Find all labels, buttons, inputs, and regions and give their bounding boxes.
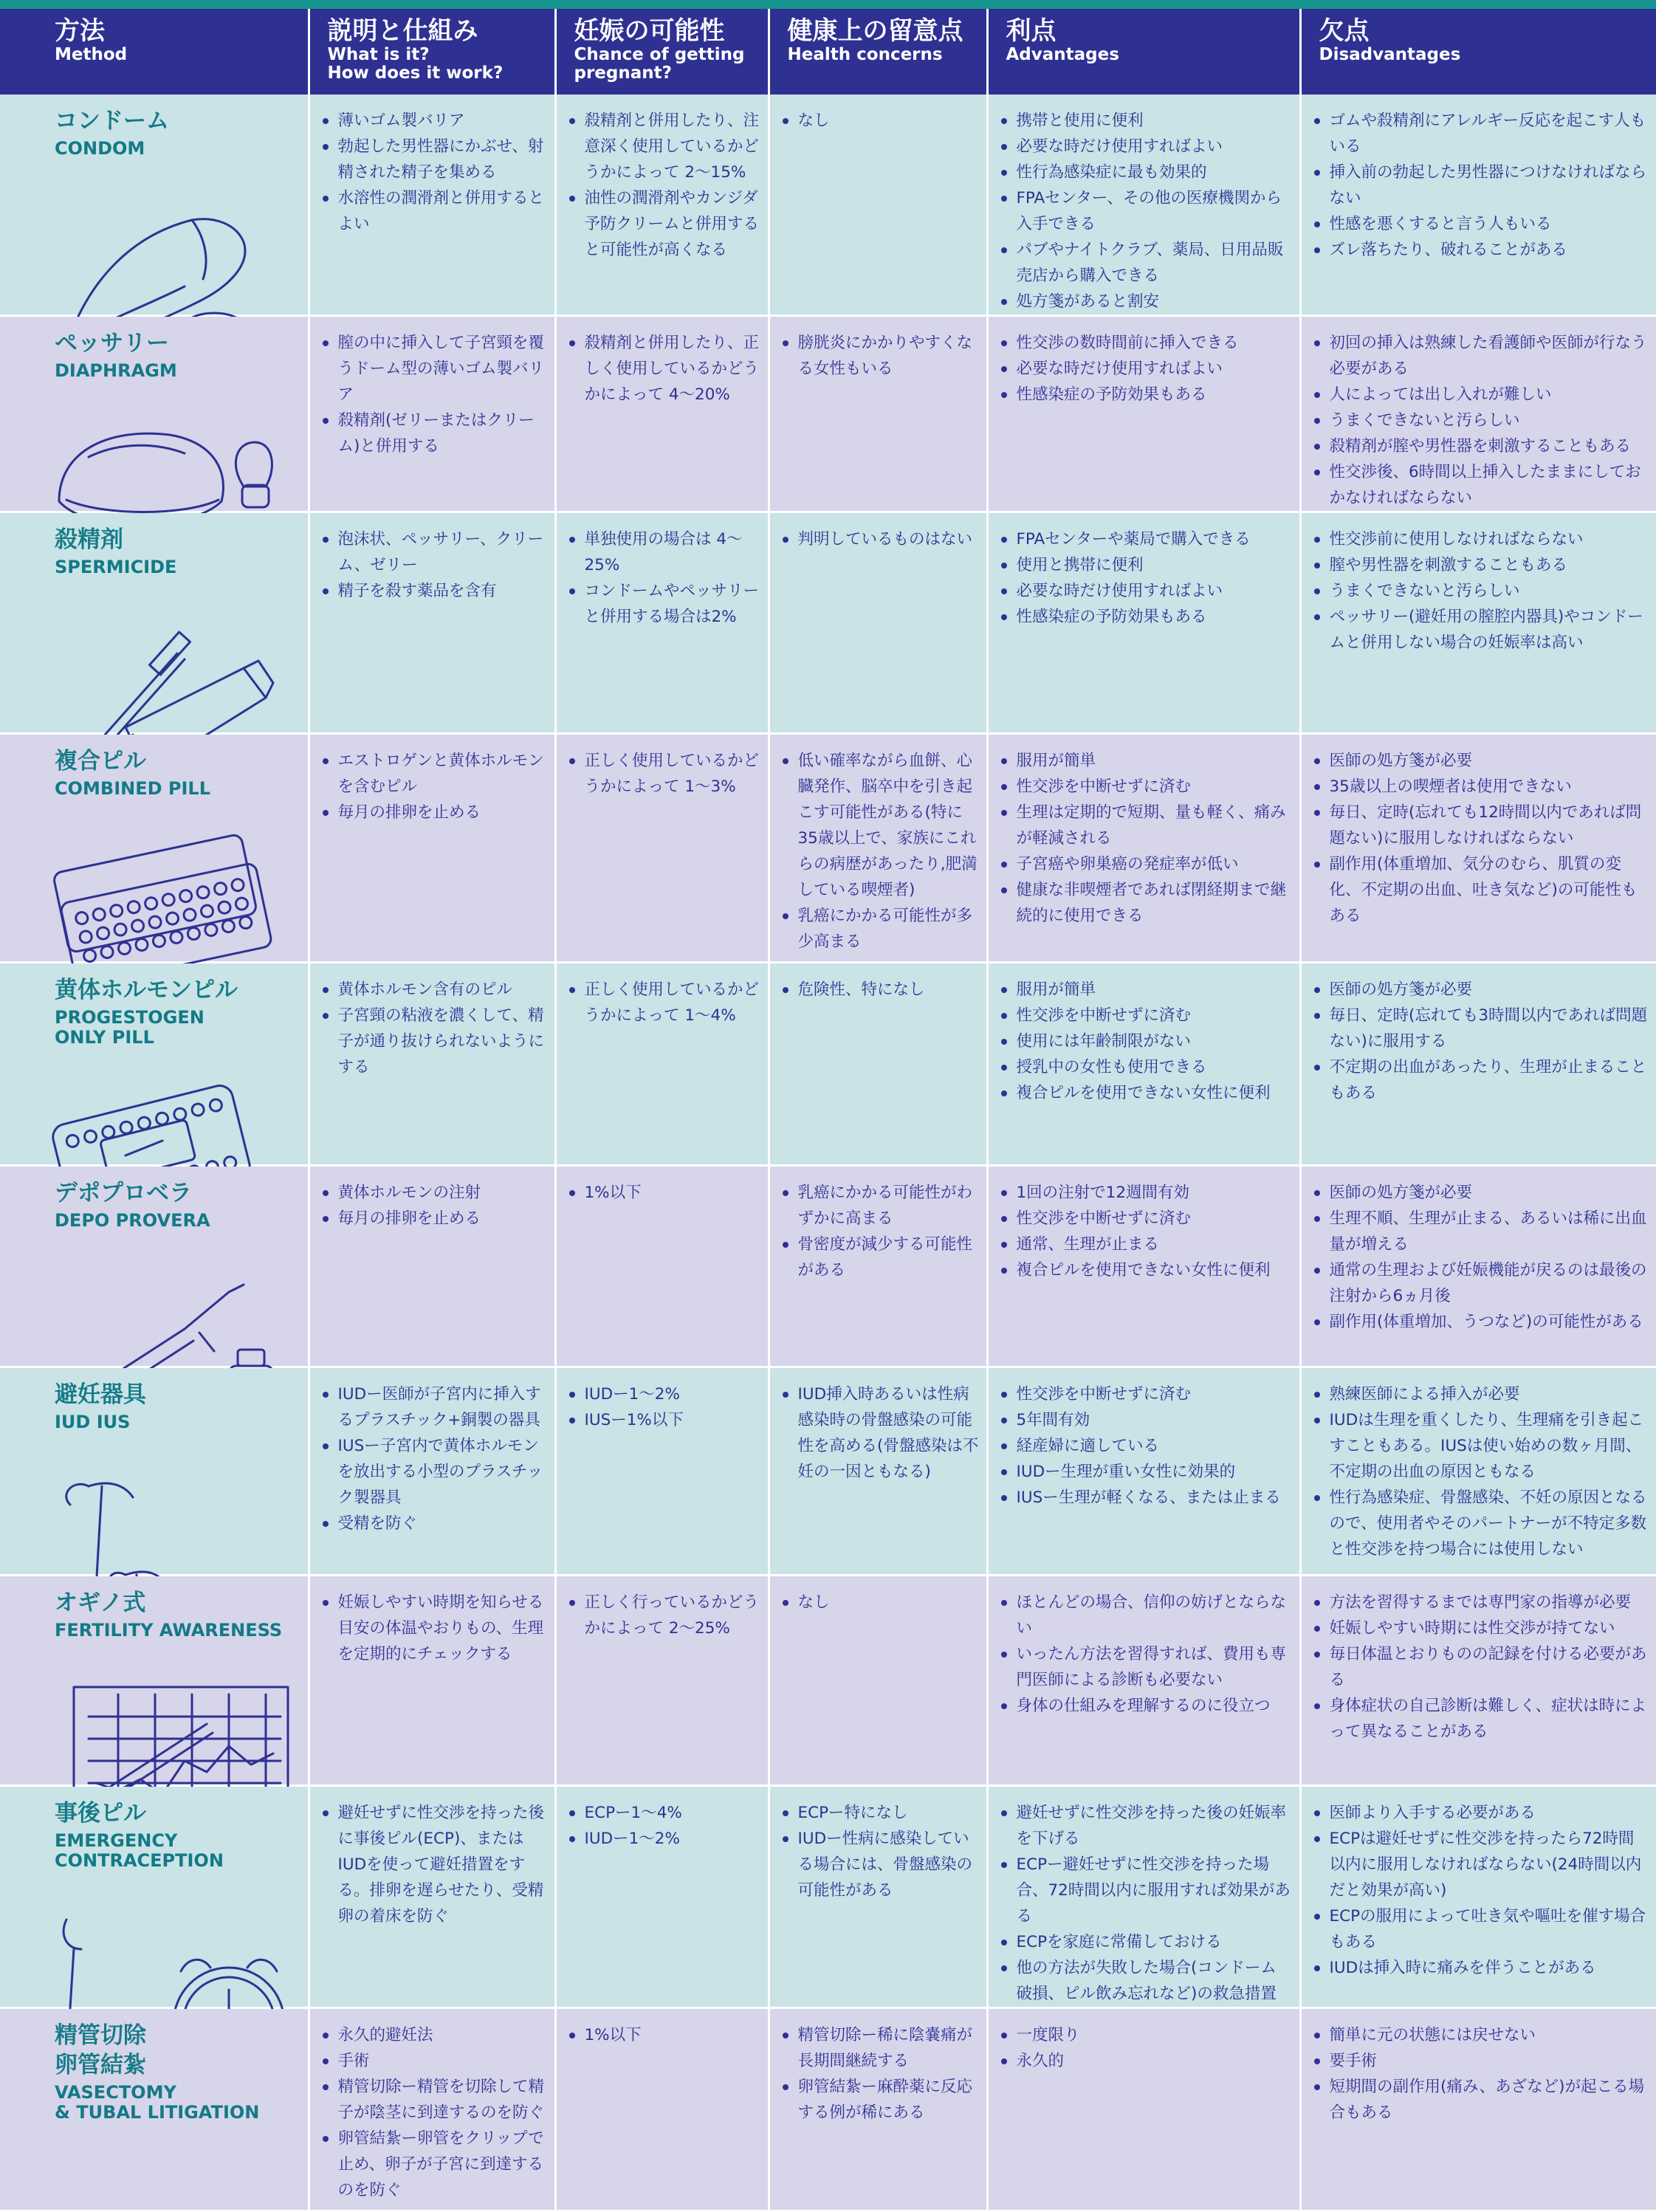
what-cell	[309, 963, 555, 1166]
list-item: 医師より入手する必要がある	[1312, 1800, 1649, 1826]
method-name-en-line: ONLY PILL	[55, 1027, 154, 1048]
advantages-list	[999, 1180, 1292, 1283]
disadvantages-list	[1312, 526, 1649, 656]
chance-list	[567, 977, 760, 1028]
disadvantages-list	[1312, 1180, 1649, 1335]
health-list	[780, 526, 979, 552]
table-row	[0, 963, 1656, 1166]
what-cell	[309, 1166, 555, 1367]
list-item: IUDー生理が重い女性に効果的	[999, 1459, 1292, 1485]
method-cell	[0, 512, 309, 734]
what-cell	[309, 1786, 555, 2008]
list-item: 35歳以上の喫煙者は使用できない	[1312, 774, 1649, 800]
table-row	[0, 2008, 1656, 2211]
method-name-en-line: DEPO PROVERA	[55, 1210, 210, 1231]
list-item: 性感染症の予防効果もある	[999, 604, 1292, 630]
list-item: 性交渉を中断せずに済む	[999, 1381, 1292, 1407]
chance-cell	[555, 1367, 769, 1576]
list-item: 膀胱炎にかかりやすくなる女性もいる	[780, 330, 979, 382]
method-name-en	[55, 779, 308, 799]
method-name-en-line: EMERGENCY	[55, 1830, 178, 1851]
list-item: 要手術	[1312, 2048, 1649, 2074]
advantages-cell	[987, 2008, 1300, 2211]
method-name-en-line: IUD IUS	[55, 1412, 131, 1432]
list-item: 性交渉を中断せずに済む	[999, 1003, 1292, 1028]
disadvantages-list	[1312, 2022, 1649, 2126]
disadvantages-cell	[1300, 1576, 1656, 1786]
disadvantages-list	[1312, 108, 1649, 263]
method-name-en	[55, 1008, 308, 1048]
what-list	[320, 1381, 547, 1536]
method-cell	[0, 1166, 309, 1367]
list-item: 妊娠しやすい時期には性交渉が持てない	[1312, 1615, 1649, 1641]
health-list	[780, 977, 979, 1003]
list-item: 医師の処方箋が必要	[1312, 977, 1649, 1003]
method-cell	[0, 316, 309, 512]
method-name-en-line: SPERMICIDE	[55, 557, 177, 577]
list-item: 不定期の出血があったり、生理が止まることもある	[1312, 1054, 1649, 1106]
list-item: ECPを家庭に常備しておける	[999, 1929, 1292, 1955]
list-item: 殺精剤が膣や男性器を刺激することもある	[1312, 433, 1649, 459]
list-item: ECPは避妊せずに性交渉を持ったら72時間以内に服用しなければならない(24時間以内だと効果が高い)	[1312, 1826, 1649, 1903]
table-row	[0, 95, 1656, 316]
health-cell	[769, 95, 987, 316]
list-item: IUSー子宮内で黄体ホルモンを放出する小型のプラスチック製器具	[320, 1433, 547, 1511]
method-name-ja: 殺精剤	[55, 526, 123, 553]
health-list	[780, 108, 979, 134]
list-item: 手術	[320, 2048, 547, 2074]
table-row	[0, 1786, 1656, 2008]
list-item: 判明しているものはない	[780, 526, 979, 552]
list-item: 使用と携帯に便利	[999, 552, 1292, 578]
list-item: 永久的	[999, 2048, 1292, 2074]
list-item: 身体の仕組みを理解するのに役立つ	[999, 1693, 1292, 1719]
list-item: 必要な時だけ使用すればよい	[999, 578, 1292, 604]
what-list	[320, 748, 547, 825]
list-item: 殺精剤と併用したり、注意深く使用しているかどうかによって 2〜15%	[567, 108, 760, 185]
method-name-en	[55, 557, 308, 577]
list-item: 性感を悪くすると言う人もいる	[1312, 211, 1649, 237]
header-method: 方法 Method	[0, 9, 309, 95]
method-name-en-line: PROGESTOGEN	[55, 1007, 205, 1028]
list-item: 1%以下	[567, 2022, 760, 2048]
advantages-cell	[987, 95, 1300, 316]
list-item: 服用が簡単	[999, 977, 1292, 1003]
method-name-en-line: DIAPHRAGM	[55, 360, 177, 381]
method-name-en-line: & TUBAL LITIGATION	[55, 2102, 260, 2123]
list-item: 通常の生理および妊娠機能が戻るのは最後の注射から6ヵ月後	[1312, 1257, 1649, 1309]
advantages-cell	[987, 1166, 1300, 1367]
disadvantages-cell	[1300, 1166, 1656, 1367]
table-row	[0, 734, 1656, 963]
list-item: 卵管結紮ー卵管をクリップで止め、卵子が子宮に到達するのを防ぐ	[320, 2126, 547, 2203]
method-name-en-line: COMBINED PILL	[55, 778, 210, 799]
list-item: 性感染症の予防効果もある	[999, 382, 1292, 408]
list-item: ECPー特になし	[780, 1800, 979, 1826]
list-item: 毎日、定時(忘れても12時間以内であれば問題ない)に服用しなければならない	[1312, 800, 1649, 851]
method-name-en-line: FERTILITY AWARENESS	[55, 1620, 283, 1641]
what-list	[320, 1800, 547, 1929]
list-item: コンドームやペッサリーと併用する場合は2%	[567, 578, 760, 630]
chance-list	[567, 1180, 760, 1206]
health-list	[780, 2022, 979, 2126]
list-item: 毎月の排卵を止める	[320, 800, 547, 825]
list-item: いったん方法を習得すれば、費用も専門医師による診断も必要ない	[999, 1641, 1292, 1693]
list-item: 副作用(体重増加、気分のむら、肌質の変化、不定期の出血、吐き気など)の可能性もある	[1312, 851, 1649, 929]
list-item: ECPー避妊せずに性交渉を持った場合、72時間以内に服用すれば効果がある	[999, 1852, 1292, 1929]
health-list	[780, 1381, 979, 1485]
health-list	[780, 1180, 979, 1283]
chance-cell	[555, 95, 769, 316]
advantages-list	[999, 2022, 1292, 2074]
what-cell	[309, 512, 555, 734]
disadvantages-list	[1312, 1381, 1649, 1562]
list-item: 子宮癌や卵巣癌の発症率が低い	[999, 851, 1292, 877]
advantages-cell	[987, 963, 1300, 1166]
chance-list	[567, 748, 760, 800]
health-list	[780, 1800, 979, 1903]
table-row	[0, 1576, 1656, 1786]
advantages-list	[999, 1590, 1292, 1719]
list-item: 正しく行っているかどうかによって 2〜25%	[567, 1590, 760, 1641]
advantages-cell	[987, 316, 1300, 512]
table-row	[0, 512, 1656, 734]
list-item: FPAセンターや薬局で購入できる	[999, 526, 1292, 552]
health-list	[780, 748, 979, 955]
list-item: 性交渉後、6時間以上挿入したままにしておかなければならない	[1312, 459, 1649, 511]
advantages-list	[999, 1381, 1292, 1511]
list-item: 生理は定期的で短期、量も軽く、痛みが軽減される	[999, 800, 1292, 851]
list-item: ゴムや殺精剤にアレルギー反応を起こす人もいる	[1312, 108, 1649, 159]
list-item: 黄体ホルモン含有のピル	[320, 977, 547, 1003]
what-list	[320, 2022, 547, 2203]
advantages-list	[999, 330, 1292, 408]
list-item: IUDー1〜2%	[567, 1826, 760, 1852]
list-item: 単独使用の場合は 4〜25%	[567, 526, 760, 578]
list-item: 性行為感染症、骨盤感染、不妊の原因となるので、使用者やそのパートナーが不特定多数と性交渉を持つ場合には使用しない	[1312, 1485, 1649, 1562]
method-name-en	[55, 2083, 308, 2123]
method-name-en	[55, 1211, 308, 1231]
method-name-ja: 複合ピル	[55, 748, 146, 774]
list-item: 骨密度が減少する可能性がある	[780, 1232, 979, 1283]
chance-list	[567, 526, 760, 630]
method-name-en	[55, 139, 308, 159]
list-item: ECPー1〜4%	[567, 1800, 760, 1826]
list-item: 殺精剤と併用したり、正しく使用しているかどうかによって 4〜20%	[567, 330, 760, 408]
method-cell	[0, 1576, 309, 1786]
list-item: 携帯と使用に便利	[999, 108, 1292, 134]
list-item: 避妊せずに性交渉を持った後の妊娠率を下げる	[999, 1800, 1292, 1852]
chance-cell	[555, 1786, 769, 2008]
list-item: 短期間の副作用(痛み、あざなど)が起こる場合もある	[1312, 2074, 1649, 2126]
header-row	[0, 9, 1656, 95]
health-list	[780, 330, 979, 382]
chance-cell	[555, 1166, 769, 1367]
list-item: 膣の中に挿入して子宮頸を覆うドーム型の薄いゴム製バリア	[320, 330, 547, 408]
list-item: 卵管結紮ー麻酔薬に反応する例が稀にある	[780, 2074, 979, 2126]
list-item: なし	[780, 1590, 979, 1615]
what-cell	[309, 316, 555, 512]
health-cell	[769, 1367, 987, 1576]
table-row	[0, 1166, 1656, 1367]
list-item: 複合ピルを使用できない女性に便利	[999, 1080, 1292, 1106]
list-item: 簡単に元の状態には戻せない	[1312, 2022, 1649, 2048]
header-disadvantages: 欠点 Disadvantages	[1300, 9, 1656, 95]
disadvantages-cell	[1300, 1786, 1656, 2008]
contraception-table	[0, 9, 1656, 2212]
list-item: 1%以下	[567, 1180, 760, 1206]
list-item: 5年間有効	[999, 1407, 1292, 1433]
list-item: 毎月の排卵を止める	[320, 1206, 547, 1232]
what-list	[320, 977, 547, 1080]
list-item: 妊娠しやすい時期を知らせる目安の体温やおりもの、生理を定期的にチェックする	[320, 1590, 547, 1667]
health-cell	[769, 512, 987, 734]
what-cell	[309, 2008, 555, 2211]
what-cell	[309, 1367, 555, 1576]
list-item: 使用には年齢制限がない	[999, 1028, 1292, 1054]
list-item: 子宮頸の粘液を濃くして、精子が通り抜けられないようにする	[320, 1003, 547, 1080]
list-item: 勃起した男性器にかぶせ、射精された精子を集める	[320, 134, 547, 185]
list-item: 副作用(体重増加、うつなど)の可能性がある	[1312, 1309, 1649, 1335]
chance-list	[567, 2022, 760, 2048]
list-item: エストロゲンと黄体ホルモンを含むピル	[320, 748, 547, 800]
disadvantages-cell	[1300, 734, 1656, 963]
list-item: IUSー生理が軽くなる、または止まる	[999, 1485, 1292, 1511]
health-cell	[769, 316, 987, 512]
list-item: 健康な非喫煙者であれば閉経期まで継続的に使用できる	[999, 877, 1292, 929]
method-name-ja: 避妊器具	[55, 1381, 146, 1408]
list-item: 1回の注射で12週間有効	[999, 1180, 1292, 1206]
list-item: うまくできないと汚らしい	[1312, 578, 1649, 604]
chance-list	[567, 108, 760, 263]
what-list	[320, 108, 547, 237]
list-item: 授乳中の女性も使用できる	[999, 1054, 1292, 1080]
list-item: 乳癌にかかる可能性が多少高まる	[780, 903, 979, 955]
method-name-en	[55, 1831, 308, 1871]
list-item: 医師の処方箋が必要	[1312, 748, 1649, 774]
list-item: 他の方法が失敗した場合(コンドーム破損、ピル飲み忘れなど)の救急措置	[999, 1955, 1292, 2007]
health-cell	[769, 734, 987, 963]
chance-list	[567, 1590, 760, 1641]
health-cell	[769, 963, 987, 1166]
advantages-cell	[987, 512, 1300, 734]
disadvantages-cell	[1300, 2008, 1656, 2211]
list-item: パブやナイトクラブ、薬局、日用品販売店から購入できる	[999, 237, 1292, 289]
list-item: ズレ落ちたり、破れることがある	[1312, 237, 1649, 263]
what-list	[320, 526, 547, 604]
list-item: IUDは生理を重くしたり、生理痛を引き起こすこともある。IUSは使い始めの数ヶ月間、不定期の出血の原因ともなる	[1312, 1407, 1649, 1485]
chance-cell	[555, 963, 769, 1166]
disadvantages-cell	[1300, 95, 1656, 316]
advantages-cell	[987, 734, 1300, 963]
list-item: 人によっては出し入れが難しい	[1312, 382, 1649, 408]
list-item: 性交渉を中断せずに済む	[999, 774, 1292, 800]
list-item: 性交渉前に使用しなければならない	[1312, 526, 1649, 552]
advantages-cell	[987, 1367, 1300, 1576]
chance-list	[567, 330, 760, 408]
list-item: 膣や男性器を刺激することもある	[1312, 552, 1649, 578]
method-name-en	[55, 361, 308, 381]
list-item: 毎日体温とおりものの記録を付ける必要がある	[1312, 1641, 1649, 1693]
list-item: 低い確率ながら血餅、心臓発作、脳卒中を引き起こす可能性がある(特に35歳以上で、家族にこれらの病歴があったり,肥満している喫煙者)	[780, 748, 979, 903]
advantages-cell	[987, 1576, 1300, 1786]
list-item: 経産婦に適している	[999, 1433, 1292, 1459]
method-name-ja: 事後ピル	[55, 1800, 146, 1827]
what-list	[320, 1590, 547, 1667]
list-item: 薄いゴム製バリア	[320, 108, 547, 134]
list-item: IUDー1〜2%	[567, 1381, 760, 1407]
disadvantages-list	[1312, 1590, 1649, 1745]
table-row	[0, 1367, 1656, 1576]
health-list	[780, 1590, 979, 1615]
list-item: 生理不順、生理が止まる、あるいは稀に出血量が増える	[1312, 1206, 1649, 1257]
list-item: 性行為感染症に最も効果的	[999, 159, 1292, 185]
method-name-en-line: CONDOM	[55, 138, 145, 159]
method-cell	[0, 95, 309, 316]
health-cell	[769, 1576, 987, 1786]
disadvantages-list	[1312, 977, 1649, 1106]
disadvantages-list	[1312, 330, 1649, 511]
chance-cell	[555, 316, 769, 512]
chance-cell	[555, 512, 769, 734]
what-list	[320, 1180, 547, 1232]
chance-cell	[555, 2008, 769, 2211]
list-item: 泡沫状、ペッサリー、クリーム、ゼリー	[320, 526, 547, 578]
list-item: 熟練医師による挿入が必要	[1312, 1381, 1649, 1407]
list-item: 身体症状の自己診断は難しく、症状は時によって異なることがある	[1312, 1693, 1649, 1745]
health-cell	[769, 1166, 987, 1367]
list-item: 服用が簡単	[999, 748, 1292, 774]
list-item: 精管切除ー精管を切除して精子が陰茎に到達するのを防ぐ	[320, 2074, 547, 2126]
method-name-ja: 黄体ホルモンピル	[55, 977, 238, 1003]
list-item: 通常、生理が止まる	[999, 1232, 1292, 1257]
table-row	[0, 316, 1656, 512]
list-item: 初回の挿入は熟練した看護師や医師が行なう必要がある	[1312, 330, 1649, 382]
list-item: 永久的避妊法	[320, 2022, 547, 2048]
method-name-ja: コンドーム	[55, 108, 169, 134]
list-item: 必要な時だけ使用すればよい	[999, 356, 1292, 382]
chance-cell	[555, 1576, 769, 1786]
list-item: ECPの服用によって吐き気や嘔吐を催す場合もある	[1312, 1903, 1649, 1955]
list-item: なし	[780, 108, 979, 134]
list-item: 処方箋があると割安	[999, 289, 1292, 315]
advantages-list	[999, 526, 1292, 630]
list-item: 医師の処方箋が必要	[1312, 1180, 1649, 1206]
advantages-list	[999, 1800, 1292, 2007]
list-item: 乳癌にかかる可能性がわずかに高まる	[780, 1180, 979, 1232]
list-item: うまくできないと汚らしい	[1312, 408, 1649, 433]
list-item: 必要な時だけ使用すればよい	[999, 134, 1292, 159]
what-cell	[309, 734, 555, 963]
health-cell	[769, 1786, 987, 2008]
list-item: 水溶性の潤滑剤と併用するとよい	[320, 185, 547, 237]
advantages-list	[999, 108, 1292, 315]
header-advantages: 利点 Advantages	[987, 9, 1300, 95]
list-item: 精管切除ー稀に陰嚢痛が長期間継続する	[780, 2022, 979, 2074]
list-item: 受精を防ぐ	[320, 1511, 547, 1536]
list-item: 性交渉を中断せずに済む	[999, 1206, 1292, 1232]
list-item: 一度限り	[999, 2022, 1292, 2048]
method-name-en-line: CONTRACEPTION	[55, 1850, 224, 1871]
disadvantages-list	[1312, 748, 1649, 929]
disadvantages-cell	[1300, 512, 1656, 734]
method-cell	[0, 1786, 309, 2008]
disadvantages-cell	[1300, 316, 1656, 512]
health-cell	[769, 2008, 987, 2211]
list-item: 複合ピルを使用できない女性に便利	[999, 1257, 1292, 1283]
method-cell	[0, 963, 309, 1166]
what-cell	[309, 1576, 555, 1786]
list-item: 危険性、特になし	[780, 977, 979, 1003]
list-item: IUDー性病に感染している場合には、骨盤感染の可能性がある	[780, 1826, 979, 1903]
advantages-list	[999, 748, 1292, 929]
chance-list	[567, 1800, 760, 1852]
disadvantages-cell	[1300, 963, 1656, 1166]
list-item: 性交渉の数時間前に挿入できる	[999, 330, 1292, 356]
advantages-list	[999, 977, 1292, 1106]
list-item: 正しく使用しているかどうかによって 1〜3%	[567, 748, 760, 800]
method-cell	[0, 2008, 309, 2211]
what-list	[320, 330, 547, 459]
list-item: 精子を殺す薬品を含有	[320, 578, 547, 604]
disadvantages-list	[1312, 1800, 1649, 1981]
list-item: ほとんどの場合、信仰の妨げとならない	[999, 1590, 1292, 1641]
header-chance: 妊娠の可能性 Chance of getting pregnant?	[555, 9, 769, 95]
list-item: 正しく使用しているかどうかによって 1〜4%	[567, 977, 760, 1028]
method-name-en	[55, 1412, 308, 1432]
list-item: 油性の潤滑剤やカンジダ予防クリームと併用すると可能性が高くなる	[567, 185, 760, 263]
method-name-ja: 精管切除 卵管結紮	[55, 2022, 146, 2078]
method-name-en-line: VASECTOMY	[55, 2082, 176, 2103]
header-health: 健康上の留意点 Health concerns	[769, 9, 987, 95]
method-name-ja: ペッサリー	[55, 330, 169, 357]
list-item: IUDー医師が子宮内に挿入するプラスチック+銅製の器具	[320, 1381, 547, 1433]
method-name-en	[55, 1621, 308, 1641]
list-item: 避妊せずに性交渉を持った後に事後ピル(ECP)、またはIUDを使って避妊措置をする。排卵を遅らせたり、受精卵の着床を防ぐ	[320, 1800, 547, 1929]
top-accent-bar	[0, 0, 1656, 9]
method-cell	[0, 734, 309, 963]
chance-cell	[555, 734, 769, 963]
list-item: 毎日、定時(忘れても3時間以内であれば問題ない)に服用する	[1312, 1003, 1649, 1054]
list-item: IUDは挿入時に痛みを伴うことがある	[1312, 1955, 1649, 1981]
list-item: ペッサリー(避妊用の膣腔内器具)やコンドームと併用しない場合の妊娠率は高い	[1312, 604, 1649, 656]
chance-list	[567, 1381, 760, 1433]
list-item: 黄体ホルモンの注射	[320, 1180, 547, 1206]
method-cell	[0, 1367, 309, 1576]
list-item: IUD挿入時あるいは性病感染時の骨盤感染の可能性を高める(骨盤感染は不妊の一因ともなる)	[780, 1381, 979, 1485]
method-name-ja: オギノ式	[55, 1590, 146, 1616]
what-cell	[309, 95, 555, 316]
list-item: 殺精剤(ゼリーまたはクリーム)と併用する	[320, 408, 547, 459]
list-item: 挿入前の勃起した男性器につけなければならない	[1312, 159, 1649, 211]
disadvantages-cell	[1300, 1367, 1656, 1576]
method-name-ja: デポプロベラ	[55, 1180, 192, 1206]
advantages-cell	[987, 1786, 1300, 2008]
list-item: 方法を習得するまでは専門家の指導が必要	[1312, 1590, 1649, 1615]
header-what: 説明と仕組み What is it? How does it work?	[309, 9, 555, 95]
list-item: FPAセンター、その他の医療機関から入手できる	[999, 185, 1292, 237]
list-item: IUSー1%以下	[567, 1407, 760, 1433]
